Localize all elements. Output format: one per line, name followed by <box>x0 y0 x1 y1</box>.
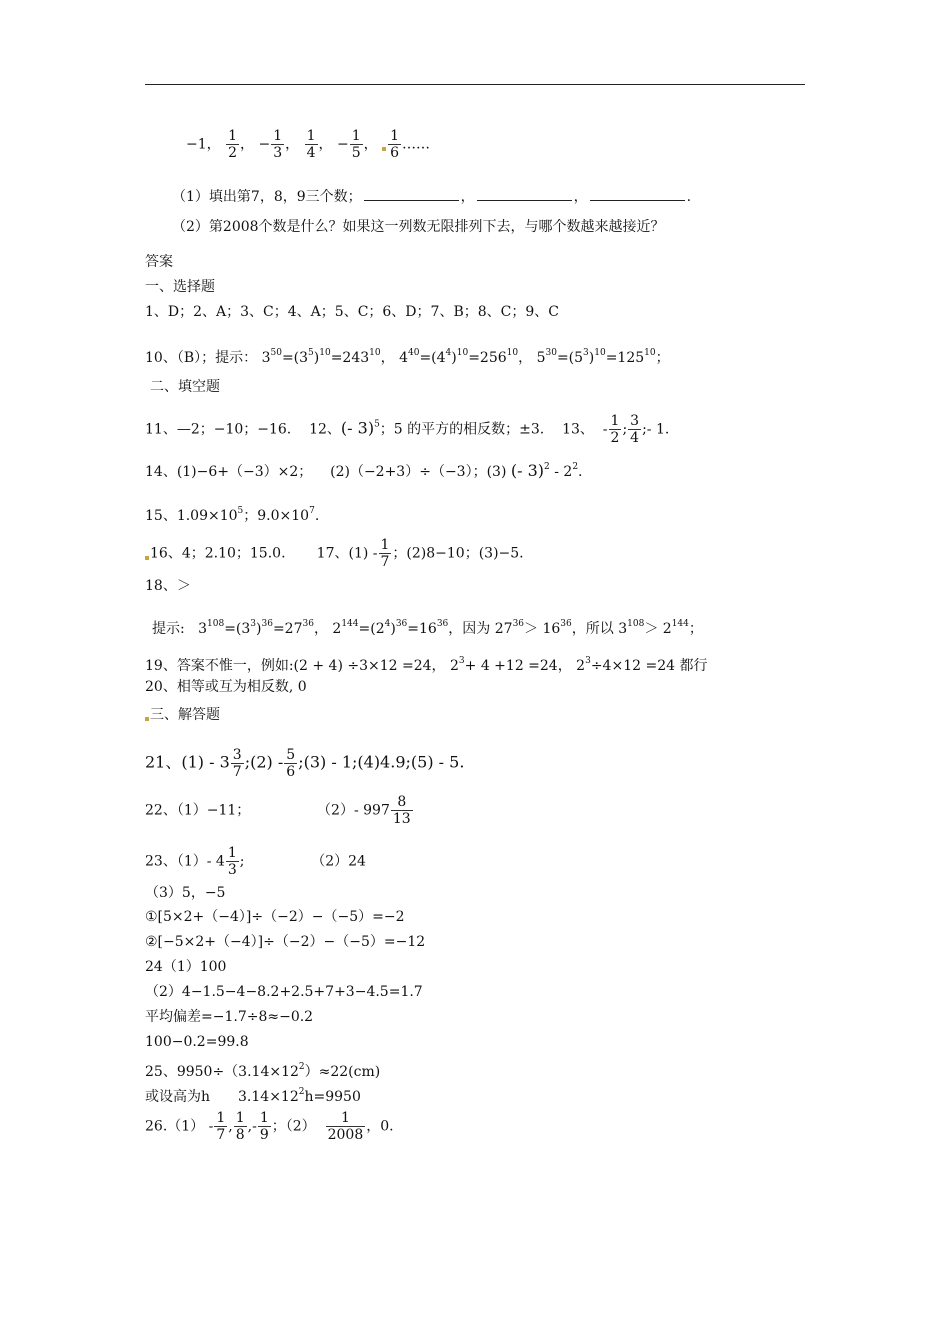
answer-23-3: （3）5，−5 <box>145 885 226 901</box>
answer-20: 20、相等或互为相反数, 0 <box>145 679 307 695</box>
seq-frac-1: $\frac{1}{2}$ <box>228 128 238 161</box>
answer-22: 22、（1）−11； （2）- 997 $\frac{8}{13}$ <box>145 794 411 827</box>
answers-16-17: 16、4；2.10；15.0. 17、(1) - $\frac{1}{7}$ ；(2)8−10；(3)−5. <box>145 537 524 570</box>
answer-blank-7[interactable] <box>364 188 459 201</box>
answer-18: 18、＞ <box>145 578 191 594</box>
answer-title: 答案 <box>145 254 173 270</box>
answer-21: 21、(1) - 3 $\frac{3}{7}$ ;(2) - $\frac{5}{6}$ ;(3) - 1;(4)4.9;(5) - 5. <box>145 747 465 780</box>
section-choice: 一、选择题 <box>145 279 215 295</box>
answers-1-9: 1、D；2、A；3、C；4、A；5、C；6、D；7、B；8、C；9、C <box>145 304 559 320</box>
answer-25-2: 或设高为h $3.14\times 12^2h=9950$ <box>145 1087 361 1105</box>
seq-frac-4: $\frac{1}{5}$ <box>351 128 361 161</box>
answer-24-3: 平均偏差=−1.7÷8≈−0.2 <box>145 1009 314 1025</box>
answer-23-c2: ②[−5×2+（−4）]÷（−2）−（−5）=−12 <box>145 934 426 950</box>
answer-19: 19、答案不惟一，例如:(2 + 4) ÷3×12 =24， $2^3+ 4 +12 =24$， $2^3\div 4\times 12 =24$ 都行 <box>145 656 708 674</box>
answer-24-4: 100−0.2=99.8 <box>145 1034 249 1050</box>
answer-23: 23、（1）- 4 $\frac{1}{3}$ ; （2）24 <box>145 845 366 878</box>
answer-18-hint: 提示: $3^{108}=(3^3)^{36}=27^{36}$， $2^{144}=(2^4)^{36}=16^{36}$，因为 $27^{36}> 16^{36}$，所以 $3^{108}> 2^{144}$； <box>152 619 703 637</box>
answer-24-2: （2）4−1.5−4−8.2+2.5+7+3−4.5=1.7 <box>145 984 423 1000</box>
answer-15: 15、$1.09\times 10^5$；$9.0\times 10^7$. <box>145 506 320 524</box>
sequence-line: −1， $\frac{1}{2}$ ， − $\frac{1}{3}$ ， $\frac{1}{4}$ ， − $\frac{1}{5}$ ， $\frac{1}{6}$ …… <box>186 128 430 161</box>
section-solve: 三、解答题 <box>145 706 220 724</box>
seq-lead: −1， <box>186 136 221 153</box>
seq-frac-3: $\frac{1}{4}$ <box>306 128 316 161</box>
answer-blank-9[interactable] <box>590 188 685 201</box>
answer-23-c1: ①[5×2+（−4）]÷（−2）−（−5）=−2 <box>145 909 405 925</box>
answer-14: 14、(1)−6+（−3）×2； (2)（−2+3）÷（−3）；(3) (- $3)^2 - 2^2$. <box>145 461 583 480</box>
seq-frac-2: $\frac{1}{3}$ <box>273 128 283 161</box>
answers-11-13: 11、—2；−10；−16. 12、(- 3)$^5$；5 的平方的相反数；±3. 13、 - $\frac{1}{2}$ ; $\frac{3}{4}$ ;- 1. <box>145 413 670 446</box>
answer-10: 10、（B）；提示： $3^{50}=(3^5)^{10}=243^{10}$， $4^{40}=(4^4)^{10}=256^{10}$， $5^{30}=(5^3)^{10}=125^{10}$； <box>145 348 670 366</box>
seq-frac-5: $\frac{1}{6}$ <box>390 128 399 161</box>
header-rule <box>145 84 805 85</box>
answer-26: 26.（1） - $\frac{1}{7}$ , $\frac{1}{8}$ ,- $\frac{1}{9}$ ；（2） $\frac{1}{2008}$ ，0. <box>145 1110 394 1143</box>
answer-24-1: 24（1）100 <box>145 959 227 975</box>
question-1: （1）填出第7，8，9三个数； ， ， . <box>172 189 692 205</box>
question-2: （2）第2008个数是什么？如果这一列数无限排列下去，与哪个数越来越接近？ <box>172 219 665 235</box>
answer-blank-8[interactable] <box>477 188 572 201</box>
answer-25-1: 25、$9950\div(3.14\times 12^2)\approx 22(cm)$ <box>145 1062 381 1080</box>
section-fill: 二、填空题 <box>150 379 220 395</box>
